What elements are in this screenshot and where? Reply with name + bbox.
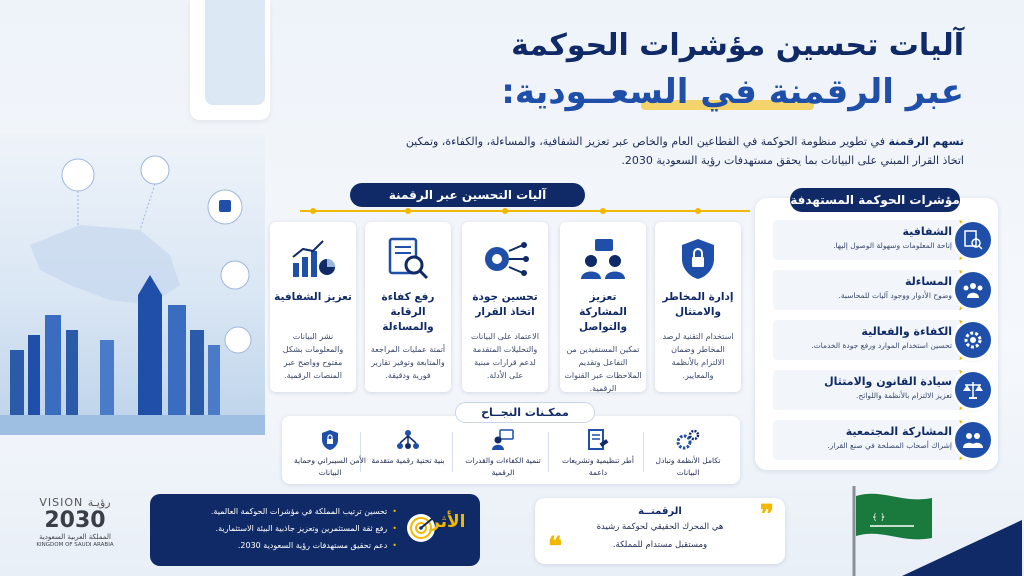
quote-title: الرقمنــة [638, 506, 682, 517]
indicator-item-participation [773, 420, 963, 460]
quote-close-icon: ❝ [548, 532, 562, 562]
success-enablers-heading: ممكـنات النجــاح [455, 402, 595, 423]
impact-heading: الأثر [430, 512, 466, 532]
mechanism-card-decision [462, 222, 548, 392]
mechanism-desc: أتمتة عمليات المراجعة والمتابعة وتوفير تقارير فورية ودقيقة. [370, 345, 446, 380]
divider [643, 432, 644, 472]
enabler-item-infrastructure [365, 428, 451, 467]
indicator-item-rule-of-law [773, 370, 963, 410]
impact-list [175, 503, 397, 554]
city-skyline-illustration [0, 135, 265, 435]
saudi-flag-illustration [842, 480, 1022, 576]
mechanism-desc: تمكين المستفيدين من التفاعل وتقديم الملاحظات عبر القنوات الرقمية. [564, 345, 642, 393]
gears-icon [645, 428, 731, 452]
divider [548, 432, 549, 472]
training-icon [460, 428, 546, 452]
indicator-desc: إتاحة المعلومات وسهولة الوصول إليها. [833, 241, 952, 250]
indicator-title: الشفافية [902, 225, 952, 238]
vision-logo-arabic: المملكة العربية السعودية [39, 533, 111, 541]
intro-paragraph [404, 132, 964, 170]
vision-2030-logo [20, 496, 130, 548]
indicator-desc: إشراك أصحاب المصلحة في صنع القرار. [827, 441, 952, 450]
impact-item: • دعم تحقيق مستهدفات رؤية السعودية 2030. [175, 537, 397, 554]
mechanism-card-oversight [365, 222, 451, 392]
indicators-heading: مؤشرات الحوكمة المستهدفة [790, 188, 960, 212]
connector-dot [405, 208, 411, 214]
mechanism-title: تعزيز الشفافية [274, 291, 352, 303]
enabler-text: أطر تنظيمية وتشريعات داعمة [562, 456, 634, 477]
shield-lock-icon [659, 234, 737, 284]
people-chat-icon [564, 234, 642, 284]
indicator-item-efficiency [773, 320, 963, 360]
page-title-line2 [501, 72, 964, 112]
vision-logo-line1: VISION رؤيـة [39, 496, 111, 509]
scales-icon [955, 372, 991, 408]
gear-network-icon [466, 234, 544, 284]
document-search-icon [955, 222, 991, 258]
group-icon [955, 272, 991, 308]
svg-text:﴾ ﴿: ﴾ ﴿ [872, 513, 886, 523]
intro-bold: تسهم الرقمنة [888, 135, 964, 148]
mechanism-card-risk [655, 222, 741, 392]
vision-logo-english: KINGDOM OF SAUDI ARABIA [36, 542, 114, 548]
mechanisms-heading: آليات التحسين عبر الرقمنة [350, 183, 585, 207]
enabler-item-regulation [555, 428, 641, 479]
mechanisms-connector-line [300, 210, 750, 212]
mechanism-title: إدارة المخاطر والامتثال [662, 291, 734, 318]
enabler-item-integration [645, 428, 731, 479]
intro-text: في تطوير منظومة الحوكمة في القطاعين العام والخاص عبر تعزيز الشفافية، والمساءلة، والكفاءة، وتمكين اتخاذ القرار المبني على البيانات بما يحقق مستهدفات رؤية السعودية 2030. [405, 135, 964, 167]
community-icon [955, 422, 991, 458]
indicator-item-accountability [773, 270, 963, 310]
legal-document-icon [555, 428, 641, 452]
impact-item: • تحسين ترتيب المملكة في مؤشرات الحوكمة العالمية. [175, 503, 397, 520]
page-title-line2-text: عبر الرقمنة في السعــودية: [501, 72, 964, 112]
indicator-title: المساءلة [904, 275, 952, 288]
quote-line2: ومستقبل مستدام للمملكة. [612, 540, 708, 550]
indicator-desc: تحسين استخدام الموارد ورفع جودة الخدمات. [811, 341, 952, 350]
mechanism-title: تحسين جودة اتخاذ القرار [472, 291, 538, 318]
connector-dot [600, 208, 606, 214]
enabler-text: بنية تحتية رقمية متقدمة [371, 456, 445, 465]
network-icon [365, 428, 451, 452]
quote-open-icon: ❞ [760, 500, 774, 530]
indicator-title: المشاركة المجتمعية [845, 425, 952, 438]
bar-chart-icon [274, 234, 352, 284]
mechanism-title: تعزيز المشاركة والتواصل [578, 291, 628, 333]
enabler-text: تنمية الكفاءات والقدرات الرقمية [465, 456, 541, 477]
mechanism-desc: استخدام التقنية لرصد المخاطر وضمان الالتزام بالأنظمة والمعايير. [662, 332, 734, 380]
connector-dot [310, 208, 316, 214]
page-title-line1: آليات تحسين مؤشرات الحوكمة [511, 28, 964, 63]
enabler-item-cybersecurity [287, 428, 373, 479]
indicator-desc: تعزيز الالتزام بالأنظمة واللوائح. [856, 391, 952, 400]
quote-line1: هي المحرك الحقيقي لحوكمة رشيدة [596, 522, 724, 532]
mechanism-card-transparency [270, 222, 356, 392]
document-search-icon [369, 234, 447, 284]
connector-dot [502, 208, 508, 214]
mechanism-desc: الاعتماد على البيانات والتحليلات المتقدمة لدعم قرارات مبنية على الأدلة. [471, 332, 539, 380]
vision-logo-year: 2030 [44, 508, 106, 533]
impact-item: • رفع ثقة المستثمرين وتعزيز جاذبية البيئة الاستثمارية. [175, 520, 397, 537]
connector-dot [695, 208, 701, 214]
mechanism-card-participation [560, 222, 646, 392]
gear-icon [955, 322, 991, 358]
enabler-text: الأمن السيبراني وحماية البيانات [294, 456, 366, 477]
indicator-desc: وضوح الأدوار ووجود آليات للمحاسبة. [838, 291, 952, 300]
quote-panel [535, 498, 785, 564]
mechanism-desc: نشر البيانات والمعلومات بشكل مفتوح وواضح عبر المنصات الرقمية. [282, 332, 344, 380]
enabler-item-capabilities [460, 428, 546, 479]
divider [452, 432, 453, 472]
enabler-text: تكامل الأنظمة وتبادل البيانات [655, 456, 721, 477]
mechanism-title: رفع كفاءة الرقابة والمساءلة [381, 291, 435, 333]
indicator-title: الكفاءة والفعالية [861, 325, 952, 338]
indicator-title: سيادة القانون والامتثال [824, 375, 952, 388]
lock-shield-icon [287, 428, 373, 452]
decorative-card-shadow [205, 0, 265, 105]
indicator-item-transparency [773, 220, 963, 260]
